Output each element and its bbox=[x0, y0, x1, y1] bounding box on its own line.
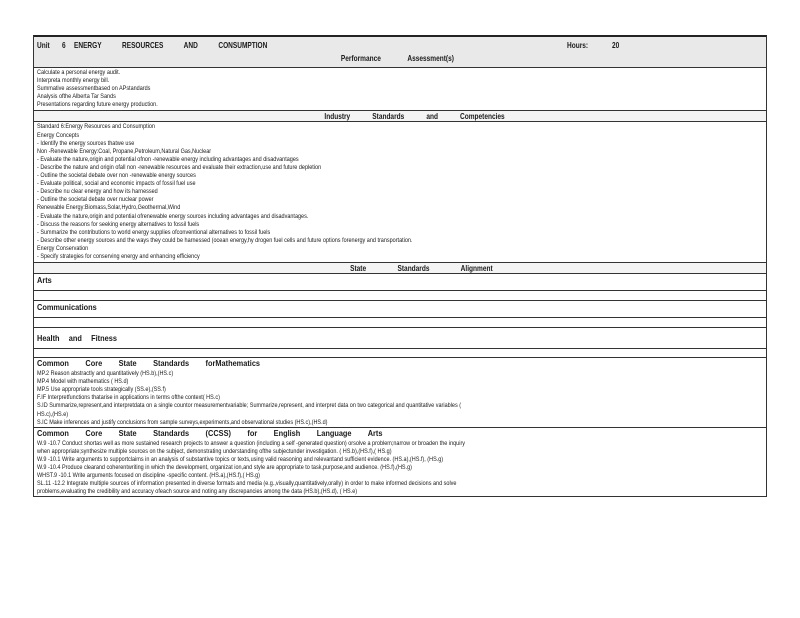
performance-item: Presentations regarding future energy production. bbox=[37, 101, 158, 109]
industry-item: - Evaluate political, social and economic impacts of fossil fuel use bbox=[37, 180, 196, 188]
communications-section bbox=[33, 300, 767, 317]
industry-item: - Describe other energy sources and the ways they could be harnessed (ocean energy,hy drogen fuel cells and future options forenergy and transportation. bbox=[37, 236, 413, 244]
industry-item: - Summarize the contributions to world energy supplies ofconventional alternatives to fossil fuels bbox=[37, 228, 271, 236]
state-heading: State Standards Alignment bbox=[350, 263, 493, 274]
health-heading: Health and Fitness bbox=[37, 334, 117, 344]
unit-header bbox=[33, 35, 767, 67]
performance-item: Interpreta monthly energy bill. bbox=[37, 77, 110, 85]
math-item: F.IF Interpretfunctions thatarise in applications in terms ofthe context( HS.c) bbox=[37, 394, 220, 402]
arts-section bbox=[33, 273, 767, 290]
arts-gap bbox=[33, 290, 767, 300]
industry-item: - Outline the societal debate over non -renewable energy sources bbox=[37, 172, 196, 180]
unit-number: 6 bbox=[62, 40, 66, 50]
math-item: S.IC Make inferences and justify conclusions from sample surveys,experiments,and observational studies (HS.c),(HS.d) bbox=[37, 418, 328, 426]
math-item: MP.5 Use appropriate tools strategically (SS.e),(SS.f) bbox=[37, 386, 166, 394]
industry-item: Non -Renewable Energy:Coal, Propane,Petroleum,Natural Gas,Nuclear bbox=[37, 147, 212, 155]
communications-gap bbox=[33, 317, 767, 327]
health-section bbox=[33, 327, 767, 348]
performance-list bbox=[33, 67, 767, 110]
industry-item: - Outline the societal debate over nuclear power bbox=[37, 196, 154, 204]
math-item: MP.2 Reason abstractly and quantitatively (HS.b),(HS.c) bbox=[37, 370, 174, 378]
industry-item: Renewable Energy:Biomass,Solar,Hydro,Geothermal,Wind bbox=[37, 204, 181, 212]
math-item: S.ID Summarize,represent,and interpretdata on a single countor measurementvariable; Summarize,represent, and interpret data on two categorical and quantitative variables ( bbox=[37, 402, 462, 410]
unit-title: ENERGY RESOURCES AND CONSUMPTION bbox=[74, 40, 268, 50]
performance-item: Calculate a personal energy audit. bbox=[37, 69, 121, 76]
industry-heading: Industry Standards and Competencies bbox=[324, 111, 505, 122]
math-section bbox=[33, 357, 767, 427]
hours-label: Hours: bbox=[567, 40, 589, 50]
ela-item: W.9 -10.4 Produce clearand coherentwriting in which the development, organizat ion,and style are appropriate to task,purpose,and audience. (HS.f),(HS.g) bbox=[37, 464, 412, 471]
arts-heading: Arts bbox=[37, 276, 52, 286]
unit-document bbox=[33, 35, 767, 497]
ela-heading: Common Core State Standards (CCSS) for English Language Arts bbox=[37, 428, 383, 438]
industry-item: - Describe nu clear energy and how its harnessed bbox=[37, 188, 158, 196]
ela-item: when appropriate;synthesize multiple sources on the subject, demonstrating understanding ofthe subjectunder investigation. ( HS.b),(HS.f),( HS.g) bbox=[37, 447, 392, 455]
industry-item: - Evaluate the nature,origin and potential ofnon -renewable energy including advantages and disadvantages bbox=[37, 155, 299, 163]
unit-label: Unit bbox=[37, 40, 50, 50]
ela-item: WHST.9 -10.1 Write arguments focused on discipline -specific content. (HS.a),(HS.f),( HS.g) bbox=[37, 472, 261, 480]
performance-heading: Performance Assessment(s) bbox=[340, 53, 454, 63]
industry-header bbox=[33, 110, 767, 121]
industry-list bbox=[33, 121, 767, 262]
health-gap bbox=[33, 348, 767, 357]
ela-section bbox=[33, 427, 767, 498]
industry-item: - Identify the energy sources thatwe use bbox=[37, 139, 135, 147]
math-item: MP.4 Model with mathematics ( HS.d) bbox=[37, 378, 129, 386]
math-item: HS.c),(HS.e) bbox=[37, 410, 69, 418]
performance-item: Analysis ofthe Alberta Tar Sands bbox=[37, 93, 116, 101]
communications-heading: Communications bbox=[37, 303, 97, 313]
industry-item: - Specify strategies for conserving energy and enhancing efficiency bbox=[37, 252, 200, 260]
industry-item: Energy Concepts bbox=[37, 131, 80, 139]
performance-item: Summative assessmentbased on APstandards bbox=[37, 85, 151, 93]
ela-item: W.9 -10.7 Conduct shortas well as more sustained research projects to answer a question (including a self -generated question) orsolve a problem;narrow or broaden the inquiry bbox=[37, 439, 466, 447]
ela-item: W.9 -10.1 Write arguments to supportclaims in an analysis of substantive topics or texts,using valid reasoning and relevantand sufficient evidence. (HS.a),(HS.f), (HS.g) bbox=[37, 455, 444, 463]
state-header bbox=[33, 262, 767, 273]
industry-item: - Discuss the reasons for seeking energy alternatives to fossil fuels bbox=[37, 220, 200, 228]
industry-item: - Evaluate the nature,origin and potential ofrenewable energy sources including advantages and disadvantages. bbox=[37, 212, 309, 220]
ela-item: problems,evaluating the credibility and accuracy ofeach source and noting any discrepancies among the data (HS.b),(HS.d), ( HS.e) bbox=[37, 488, 358, 496]
ela-item: SL.11 -12.2 Integrate multiple sources of information presented in diverse formats and media (e.g.,visually,quantitatively,orally) in order to make informed decisions and solve bbox=[37, 480, 457, 488]
industry-item: - Describe the nature and origin ofall non -renewable resources and evaluate their extraction,use and future depletion bbox=[37, 163, 322, 171]
industry-item: Energy Conservation bbox=[37, 244, 89, 252]
industry-item: Standard 6:Energy Resources and Consumption bbox=[37, 123, 155, 131]
math-heading: Common Core State Standards forMathematics bbox=[37, 359, 261, 369]
hours-value: 20 bbox=[612, 40, 620, 50]
